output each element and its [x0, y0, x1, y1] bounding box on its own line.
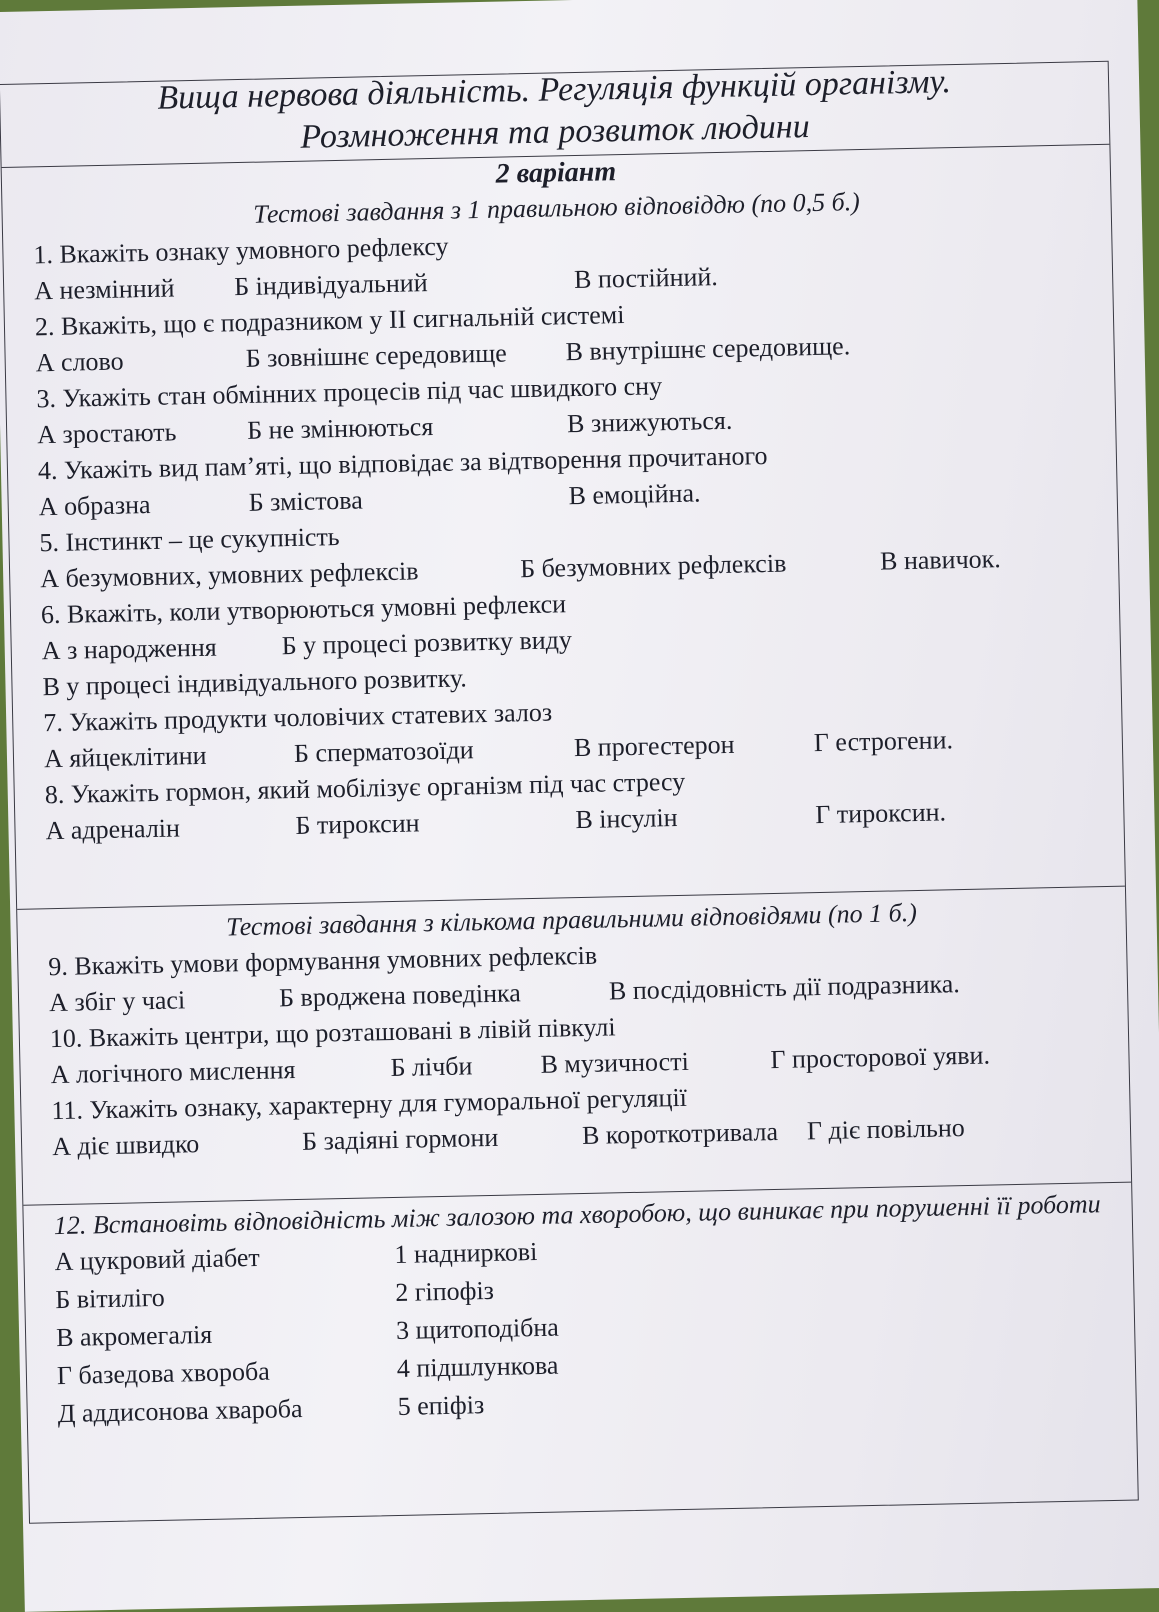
- disease-item: А цукровий діабет: [54, 1242, 261, 1277]
- disease-item: Д аддисонова хвароба: [57, 1393, 303, 1429]
- question-text: 2. Вкажіть, що є подразником у ІІ сигнальній системі: [34, 299, 625, 342]
- option-b: Б змістова: [248, 485, 364, 517]
- option-b: Б у процесі розвитку виду: [281, 625, 573, 661]
- option-b: Б сперматозоїди: [293, 735, 474, 768]
- question-text: 4. Укажіть вид пам’яті, що відповідає за відтворення прочитаного: [37, 441, 768, 486]
- option-b: Б вроджена поведінка: [278, 978, 522, 1013]
- option-b: Б індивідуальний: [233, 268, 428, 302]
- gland-item: 5 епіфіз: [397, 1390, 485, 1421]
- question-text: 1. Вкажіть ознаку умовного рефлексу: [33, 231, 449, 270]
- option-b: Б зовнішнє середовище: [245, 338, 508, 373]
- option-a: А безумовних, умовних рефлексів: [39, 556, 419, 594]
- section-single-answer: [2, 144, 1125, 909]
- option-a: А логічного мислення: [50, 1055, 296, 1090]
- disease-item: Б вітиліго: [55, 1282, 166, 1315]
- question-text: 8. Укажіть гормон, який мобілізує організм під час стресу: [44, 766, 686, 810]
- option-a: А збіг у часі: [48, 985, 186, 1018]
- option-b: Б задіяні гормони: [301, 1122, 499, 1156]
- option-d: Г діє повільно: [806, 1113, 966, 1146]
- option-b: Б безумовних рефлексів: [519, 548, 787, 584]
- title-line-2: Розмноження та розвиток людини: [299, 108, 811, 156]
- option-c: В короткотривала: [581, 1116, 779, 1151]
- option-a: А слово: [35, 346, 124, 378]
- option-a: А зростають: [36, 417, 177, 450]
- gland-item: 1 надниркові: [394, 1237, 538, 1270]
- option-b: Б тироксин: [295, 808, 420, 840]
- gland-item: 2 гіпофіз: [394, 1275, 495, 1307]
- section-2-header: Тестові завдання з кількома правильними відповідями (по 1 б.): [225, 897, 918, 942]
- option-a: А діє швидко: [51, 1129, 200, 1162]
- option-b: Б лічби: [390, 1051, 473, 1083]
- option-a: А незмінний: [33, 273, 175, 306]
- section-multiple-answers: [17, 886, 1131, 1205]
- option-c: В музичності: [540, 1046, 690, 1079]
- option-a: А образна: [38, 489, 151, 522]
- option-c: В посдідовність дії подразника.: [608, 969, 961, 1006]
- test-form: [0, 61, 1139, 1524]
- question-text: 9. Вкажіть умови формування умовних рефлексів: [48, 940, 598, 982]
- option-c: В навичок.: [879, 544, 1002, 576]
- option-c: В постійний.: [573, 262, 719, 295]
- option-c: В інсулін: [575, 802, 678, 835]
- question-text: 10. Вкажіть центри, що розташовані в лівій півкулі: [49, 1012, 616, 1054]
- title-line-1: Вища нервова діяльність. Регуляція функцій організму.: [156, 63, 952, 117]
- question-text: 3. Укажіть стан обмінних процесів під час швидкого сну: [36, 371, 663, 414]
- task-12-text: 12. Встановіть відповідність між залозою та хворобою, що виникає при порушенні її роботи: [53, 1189, 1101, 1241]
- question-text: 11. Укажіть ознаку, характерну для гуморальної регуляції: [51, 1082, 688, 1126]
- question-text: 7. Укажіть продукти чоловічих статевих залоз: [42, 697, 553, 738]
- option-b: Б не змінюються: [246, 412, 434, 445]
- gland-item: 4 підшлункова: [396, 1350, 559, 1383]
- option-c: В у процесі індивідуального розвитку.: [42, 663, 468, 702]
- section-1-header: Тестові завдання з 1 правильною відповіддю (по 0,5 б.): [253, 187, 861, 229]
- disease-item: В акромегалія: [55, 1319, 213, 1353]
- option-c: В внутрішнє середовище.: [565, 331, 851, 367]
- question-text: 6. Вкажіть, коли утворюються умовні рефлекси: [40, 589, 567, 630]
- option-a: А адреналін: [45, 813, 181, 846]
- option-a: А з народження: [41, 632, 217, 666]
- option-d: Г тироксин.: [815, 797, 947, 830]
- option-d: Г естрогени.: [813, 725, 954, 758]
- question-text: 5. Інстинкт – це сукупність: [39, 522, 340, 558]
- option-d: Г просторової уяви.: [770, 1040, 991, 1075]
- option-a: А яйцеклітини: [43, 740, 207, 774]
- option-c: В емоційна.: [568, 478, 701, 511]
- disease-item: Г базедова хвороба: [56, 1356, 271, 1391]
- gland-item: 3 щитоподібна: [395, 1312, 560, 1345]
- section-matching: [23, 1182, 1137, 1523]
- variant-label: 2 варіант: [495, 156, 617, 190]
- option-c: В прогестерон: [573, 729, 735, 763]
- matching-table: [54, 1221, 1106, 1433]
- option-c: В знижуються.: [566, 405, 733, 439]
